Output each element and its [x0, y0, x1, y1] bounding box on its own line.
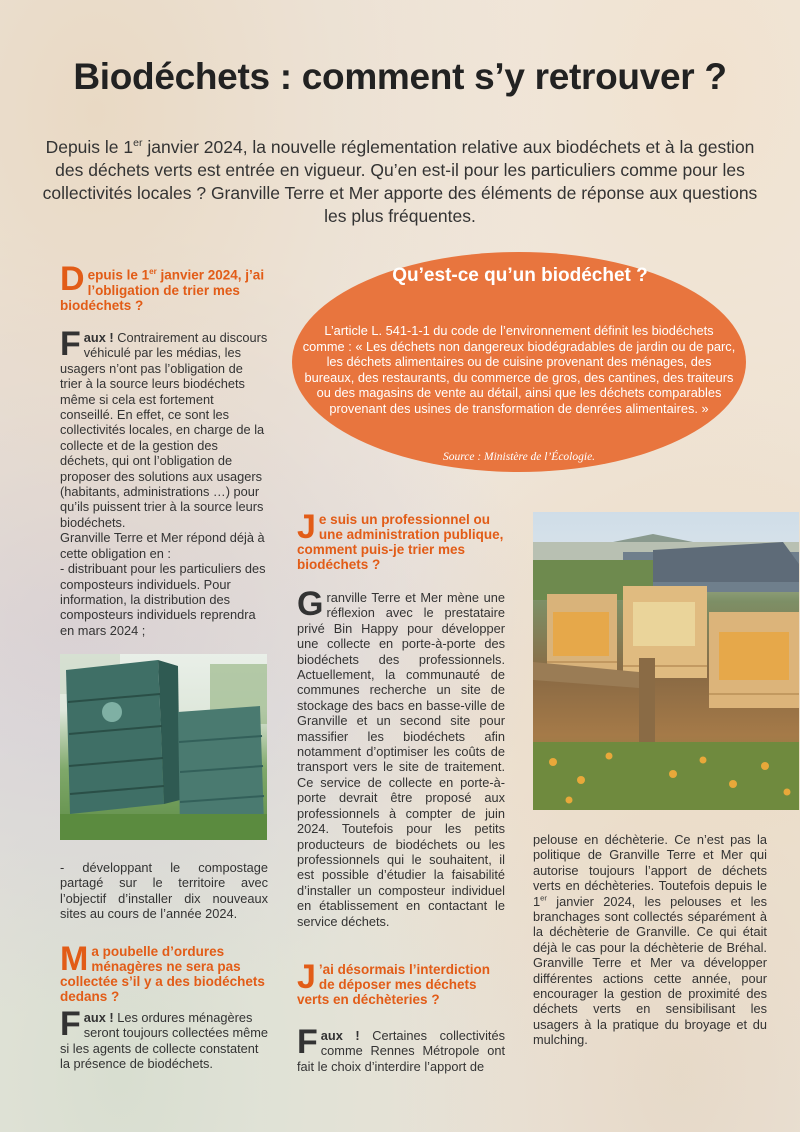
- drop-cap: F: [297, 1023, 318, 1061]
- intro-paragraph: [40, 136, 760, 228]
- drop-cap: F: [60, 1005, 81, 1043]
- answer-1: Faux ! Contrairement au discours véhiculé par les médias, les usagers n’ont pas l’obligation de trier à la source leurs biodéchets même si cela est fortement conseillé. En effet, ce sont les collectivités locales, en charge de la collecte et de la gestion des déchets, qui ont l’obligation de proposer des solutions aux usagers (habitants, administrations …) pour qu’ils puissent trier à la source leurs biodéchets. Granville Terre et Mer répond déjà à cette obligation en : - distribuant pour les particuliers des composteurs individuels. Pour information, la distribution des composteurs individuels reprendra en mars 2024 ;: [60, 325, 268, 638]
- answer-2: Faux ! Les ordures ménagères seront toujours collectées même si les agents de collecte constatent la présence de biodéchets.: [60, 1005, 268, 1072]
- wooden-composters-photo: [533, 512, 799, 810]
- composter-illustration: [60, 654, 267, 840]
- answer-4: Faux ! Certaines collectivités comme Rennes Métropole ont fait le choix d’interdire l’apport de: [297, 1023, 505, 1074]
- question-heading-1: Depuis le 1er janvier 2024, j’ai l’obligation de trier mes biodéchets ?: [60, 260, 265, 313]
- intro-sup: er: [133, 137, 143, 150]
- page-title: Biodéchets : comment s’y retrouver ?: [73, 56, 727, 97]
- drop-cap: J: [297, 958, 316, 996]
- composter-photo: [60, 654, 267, 840]
- answer-1-p4: - développant le compostage partagé sur le territoire avec l’objectif d’installer dix nouveaux sites au cours de l’année 2024.: [60, 860, 268, 922]
- intro-part1: Depuis le 1: [45, 137, 134, 157]
- bubble-title: Qu’est-ce qu’un biodéchet ?: [392, 265, 648, 286]
- question-heading-4: J ’ai désormais l’interdiction de déposer mes déchets verts en déchèteries ?: [297, 958, 490, 1007]
- drop-cap: M: [60, 940, 89, 978]
- bubble-source: Source : Ministère de l’Écologie.: [442, 451, 596, 463]
- drop-cap: G: [297, 585, 324, 623]
- answer-4-continued: pelouse en déchèterie. Ce n’est pas la politique de Granville Terre et Mer qui autorise toujours l’apport de déchets verts en déchèteries. Toutefois depuis le 1er janvier 2024, les pelouses et les branchages sont collectés séparément à la déchèterie de Granville. Ce qui était déjà le cas pour la déchèterie de Bréhal. Granville Terre et Mer va développer différentes actions cette année, pour encourager la gestion de proximité des déchets verts en sensibilisant les usagers à la pratique du broyage et du mulching.: [533, 832, 767, 1048]
- question-heading-2: Ma poubelle d’ordures ménagères ne sera pas collectée s’il y a des biodéchets dedans ?: [60, 940, 265, 1004]
- bubble-text: L’article L. 541-1-1 du code de l’environnement définit les biodéchets comme : « Les déchets non dangereux biodégradables de jardin ou de parc, les déchets alimentaires ou de cuisine provenant des ménages, des bureaux, des restaurants, du commerce de gros, des cantines, des traiteurs ou des magasins de vente au détail, ainsi que les déchets comparables provenant des usines de transformation de denrées alimentaires. »: [302, 323, 736, 416]
- answer-1-p3: - distribuant pour les particuliers des composteurs individuels. Pour information, la distribution des composteurs individuels reprendra en mars 2024 ;: [60, 561, 266, 638]
- drop-cap: D: [60, 260, 85, 298]
- answer-3: Granville Terre et Mer mène une réflexion avec le prestataire privé Bin Happy pour développer une collecte en porte-à-porte des biodéchets des professionnels. Actuellement, la communauté de communes recherche un site de stockage des bacs en basse-ville de Granville et un second site pour massifier les biodéchets afin notamment d’optimiser les coûts de transport vers le site de traitement. Ce service de collecte en porte-à-porte devrait être proposé aux professionnels à compter de juin 2024. Toutefois pour les petits producteurs de biodéchets ou les professionnels qui le souhaitent, il est possible d’étudier la faisabilité d’installer un composteur individuel en établissement en contactant le service déchets.: [297, 585, 505, 929]
- question-heading-3: Je suis un professionnel ou une administration publique, comment puis-je trier mes biodéchets ?: [297, 508, 504, 572]
- drop-cap: J: [297, 508, 316, 546]
- drop-cap: F: [60, 325, 81, 363]
- intro-part2: janvier 2024, la nouvelle réglementation relative aux biodéchets et à la gestion des déchets verts est entrée en vigueur. Qu’en est-il pour les particuliers comme pour les collectivités locales ? Granville Terre et Mer apporte des éléments de réponse aux questions les plus fréquentes.: [42, 137, 758, 226]
- answer-1-p2: Granville Terre et Mer répond déjà à cette obligation en :: [60, 530, 265, 561]
- wooden-composters-illustration: [533, 512, 799, 810]
